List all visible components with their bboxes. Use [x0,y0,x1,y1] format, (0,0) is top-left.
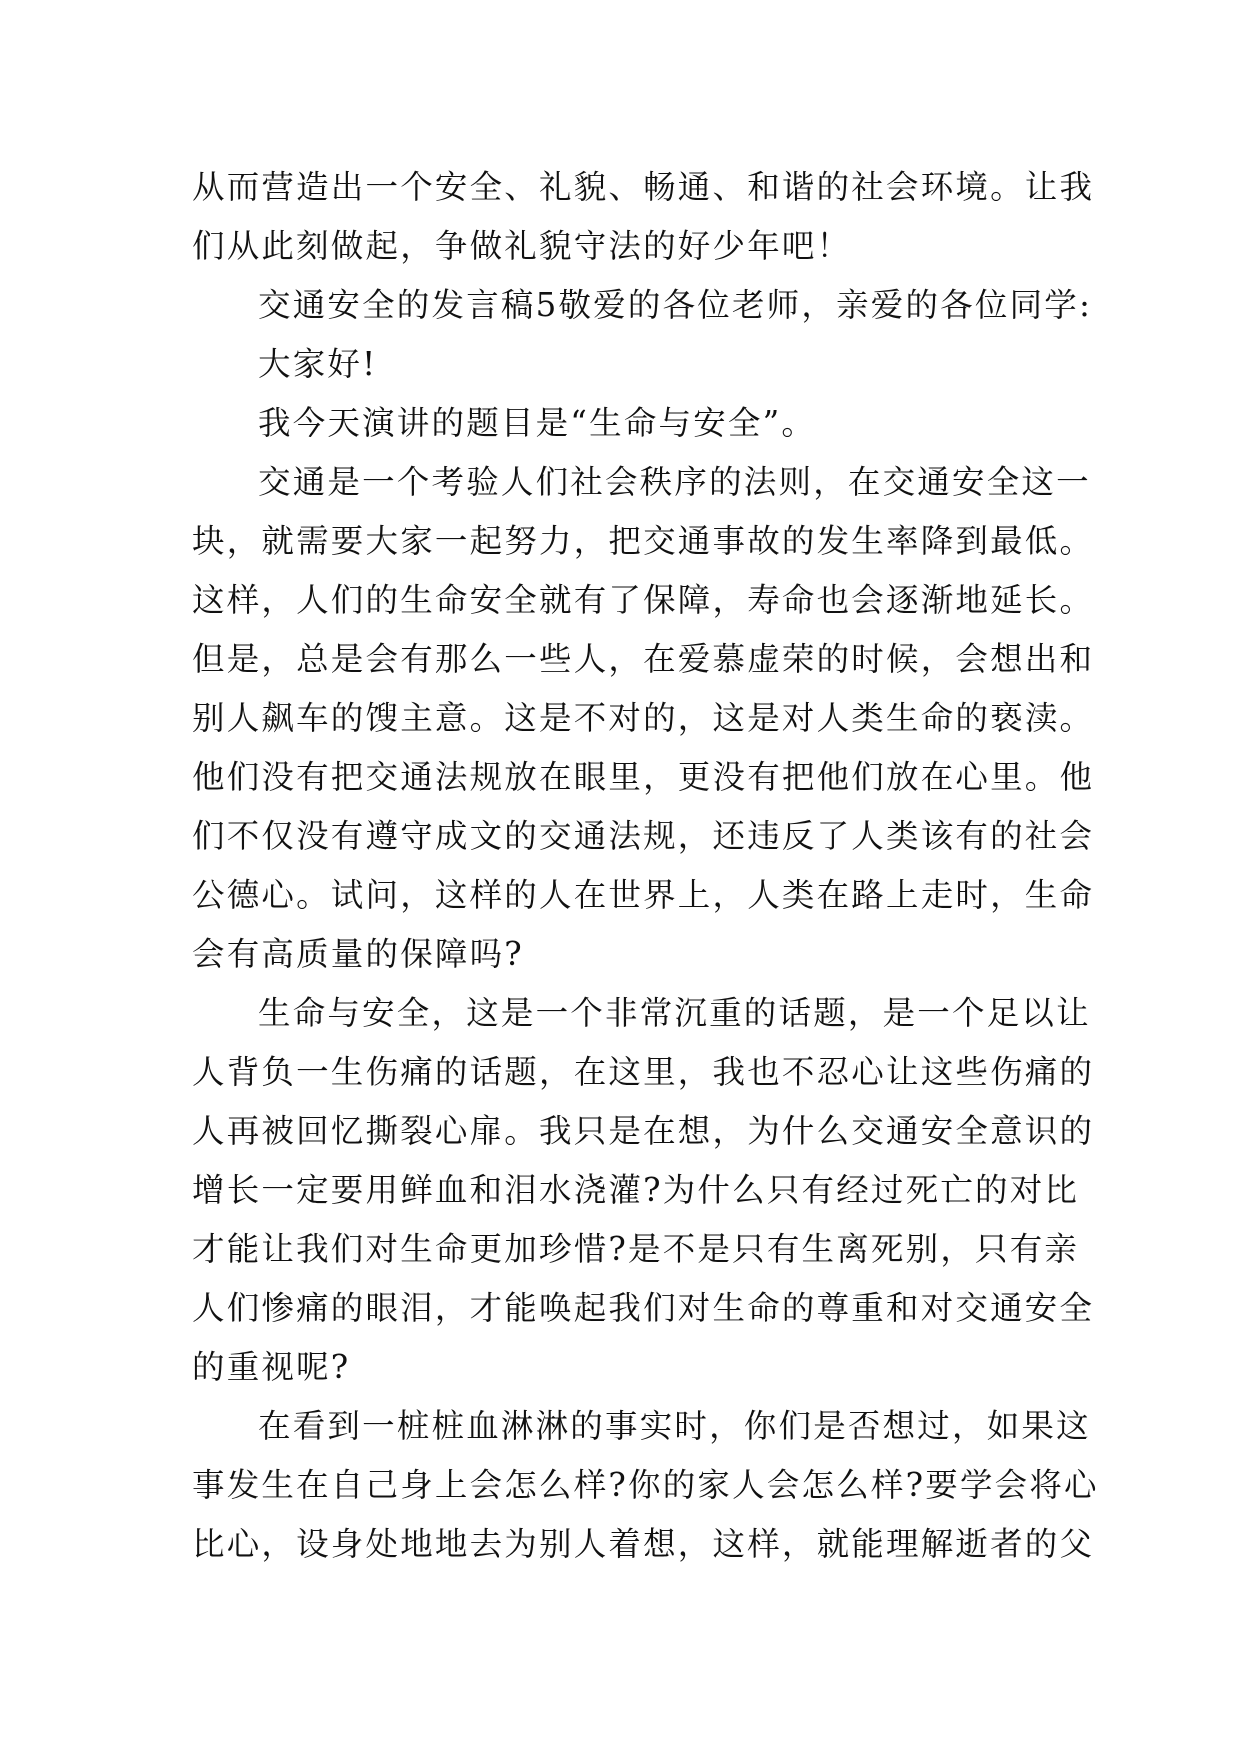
text-line: 但是，总是会有那么一些人，在爱慕虚荣的时候，会想出和 [192,640,1095,678]
topic-line: 我今天演讲的题目是“生命与安全”。 [258,404,817,442]
text-line: 比心，设身处地地去为别人着想，这样，就能理解逝者的父 [192,1525,1095,1563]
text-line: 公德心。试问，这样的人在世界上，人类在路上走时，生命 [192,876,1095,914]
greeting-line: 大家好! [258,345,378,383]
paragraph-start: 交通是一个考验人们社会秩序的法则，在交通安全这一 [258,463,1091,501]
text-line: 事发生在自己身上会怎么样?你的家人会怎么样?要学会将心 [192,1466,1099,1504]
text-line: 才能让我们对生命更加珍惜?是不是只有生离死别，只有亲 [192,1230,1080,1268]
text-line: 别人飙车的馊主意。这是不对的，这是对人类生命的亵渎。 [192,699,1095,737]
text-line: 人背负一生伤痛的话题，在这里，我也不忍心让这些伤痛的 [192,1053,1095,1091]
text-line: 的重视呢? [192,1348,351,1386]
text-line: 们不仅没有遵守成文的交通法规，还违反了人类该有的社会 [192,817,1095,855]
text-line: 人们惨痛的眼泪，才能唤起我们对生命的尊重和对交通安全 [192,1289,1095,1327]
text-line: 块，就需要大家一起努力，把交通事故的发生率降到最低。 [192,522,1095,560]
document-body [192,158,1099,1574]
text-line: 从而营造出一个安全、礼貌、畅通、和谐的社会环境。让我 [192,168,1095,206]
text-line: 会有高质量的保障吗? [192,935,524,973]
paragraph-start: 在看到一桩桩血淋淋的事实时，你们是否想过，如果这 [258,1407,1091,1445]
text-line: 这样，人们的生命安全就有了保障，寿命也会逐渐地延长。 [192,581,1095,619]
text-line: 增长一定要用鲜血和泪水浇灌?为什么只有经过死亡的对比 [192,1171,1080,1209]
speech-title-line: 交通安全的发言稿5敬爱的各位老师，亲爱的各位同学: [258,286,1093,324]
text-line: 人再被回忆撕裂心扉。我只是在想，为什么交通安全意识的 [192,1112,1095,1150]
text-line: 他们没有把交通法规放在眼里，更没有把他们放在心里。他 [192,758,1095,796]
paragraph-start: 生命与安全，这是一个非常沉重的话题，是一个足以让 [258,994,1091,1032]
text-line: 们从此刻做起，争做礼貌守法的好少年吧！ [192,227,852,265]
